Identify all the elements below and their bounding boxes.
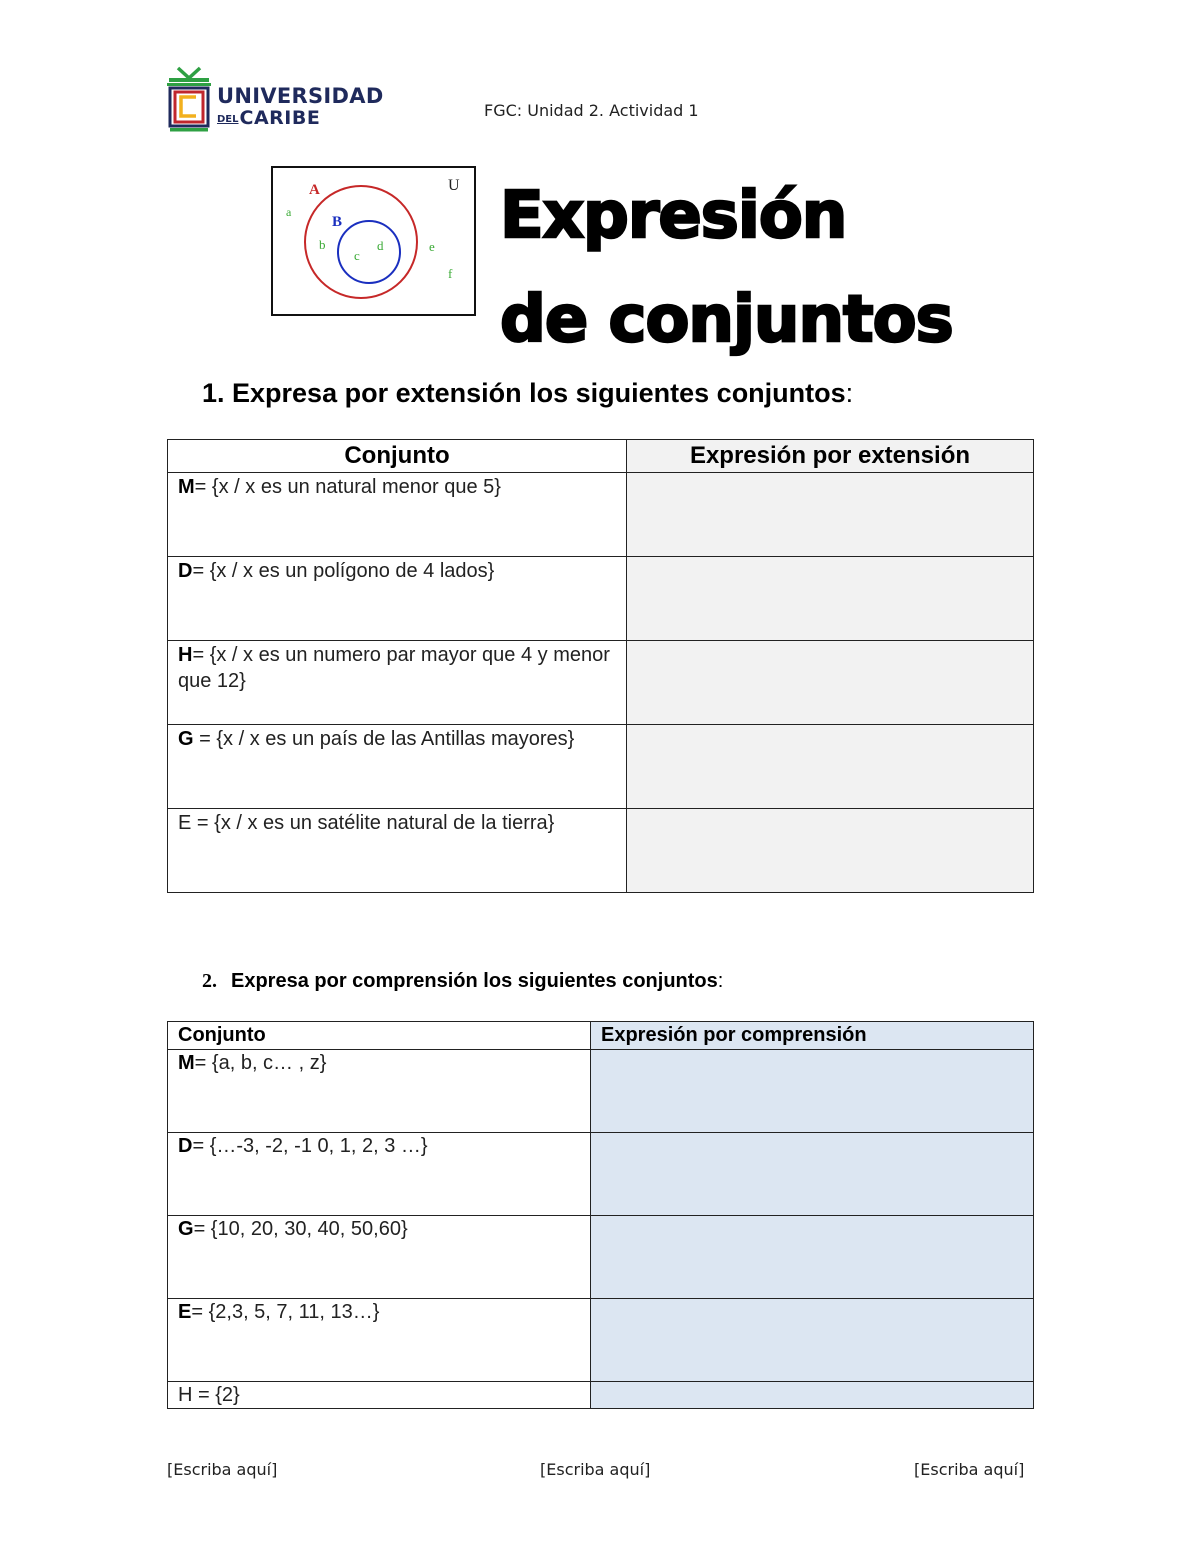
extension-table (167, 439, 1034, 893)
answer-cell[interactable] (627, 809, 1034, 893)
table-row (168, 1133, 1034, 1216)
logo-text-del-caribe: DELCARIBE (217, 107, 321, 129)
answer-cell[interactable] (627, 641, 1034, 725)
answer-cell[interactable] (627, 725, 1034, 809)
venn-element: b (319, 237, 326, 252)
table-header-row (168, 1022, 1034, 1050)
table-row (168, 641, 1034, 725)
table-row (168, 1382, 1034, 1409)
section1-heading: 1. Expresa por extensión los siguientes conjuntos: (202, 378, 854, 408)
set-definition-cell: G = {x / x es un país de las Antillas mayores} (168, 725, 627, 809)
table-row (168, 557, 1034, 641)
page-title-line2: de conjuntos (500, 283, 953, 357)
set-definition-cell: H= {x / x es un numero par mayor que 4 y menor que 12} (168, 641, 627, 725)
comprehension-table (167, 1021, 1034, 1409)
column-header-expresion: Expresión por extensión (627, 440, 1034, 473)
venn-universe-label: U (448, 177, 460, 194)
venn-set-a-label: A (309, 182, 320, 198)
column-header-conjunto: Conjunto (168, 440, 627, 473)
footer-left-placeholder[interactable]: [Escriba aquí] (167, 1460, 278, 1479)
answer-cell[interactable] (591, 1299, 1034, 1382)
set-definition-cell: E = {x / x es un satélite natural de la tierra} (168, 809, 627, 893)
answer-cell[interactable] (591, 1050, 1034, 1133)
answer-cell[interactable] (627, 557, 1034, 641)
section2-heading: 2. Expresa por comprensión los siguientes conjuntos: (202, 970, 724, 992)
table-row (168, 809, 1034, 893)
answer-cell[interactable] (591, 1382, 1034, 1409)
answer-cell[interactable] (627, 473, 1034, 557)
logo-text-universidad: UNIVERSIDAD (217, 84, 384, 108)
university-logo (164, 66, 384, 134)
footer-center-placeholder[interactable]: [Escriba aquí] (540, 1460, 651, 1479)
table-row (168, 1216, 1034, 1299)
set-definition-cell: G= {10, 20, 30, 40, 50,60} (168, 1216, 591, 1299)
page-title-line1: Expresión (500, 179, 847, 253)
set-definition-cell: D= {…-3, -2, -1 0, 1, 2, 3 …} (168, 1133, 591, 1216)
venn-set-b-label: B (332, 214, 343, 230)
column-header-expresion: Expresión por comprensión (591, 1022, 1034, 1050)
set-definition-cell: M= {x / x es un natural menor que 5} (168, 473, 627, 557)
header-note: FGC: Unidad 2. Actividad 1 (484, 101, 699, 120)
column-header-conjunto: Conjunto (168, 1022, 591, 1050)
set-definition-cell: H = {2} (168, 1382, 591, 1409)
venn-element: a (286, 205, 292, 219)
answer-cell[interactable] (591, 1133, 1034, 1216)
set-definition-cell: E= {2,3, 5, 7, 11, 13…} (168, 1299, 591, 1382)
set-definition-cell: D= {x / x es un polígono de 4 lados} (168, 557, 627, 641)
table-row (168, 725, 1034, 809)
university-emblem-icon (164, 66, 214, 132)
table-row (168, 1050, 1034, 1133)
venn-element: e (429, 239, 435, 254)
page-title (500, 164, 953, 372)
venn-element: d (377, 238, 384, 253)
table-header-row (168, 440, 1034, 473)
table-row (168, 473, 1034, 557)
venn-diagram (271, 166, 476, 316)
answer-cell[interactable] (591, 1216, 1034, 1299)
table-row (168, 1299, 1034, 1382)
footer-right-placeholder[interactable]: [Escriba aquí] (914, 1460, 1025, 1479)
venn-element: c (354, 248, 360, 263)
venn-element: f (448, 266, 453, 281)
set-definition-cell: M= {a, b, c… , z} (168, 1050, 591, 1133)
